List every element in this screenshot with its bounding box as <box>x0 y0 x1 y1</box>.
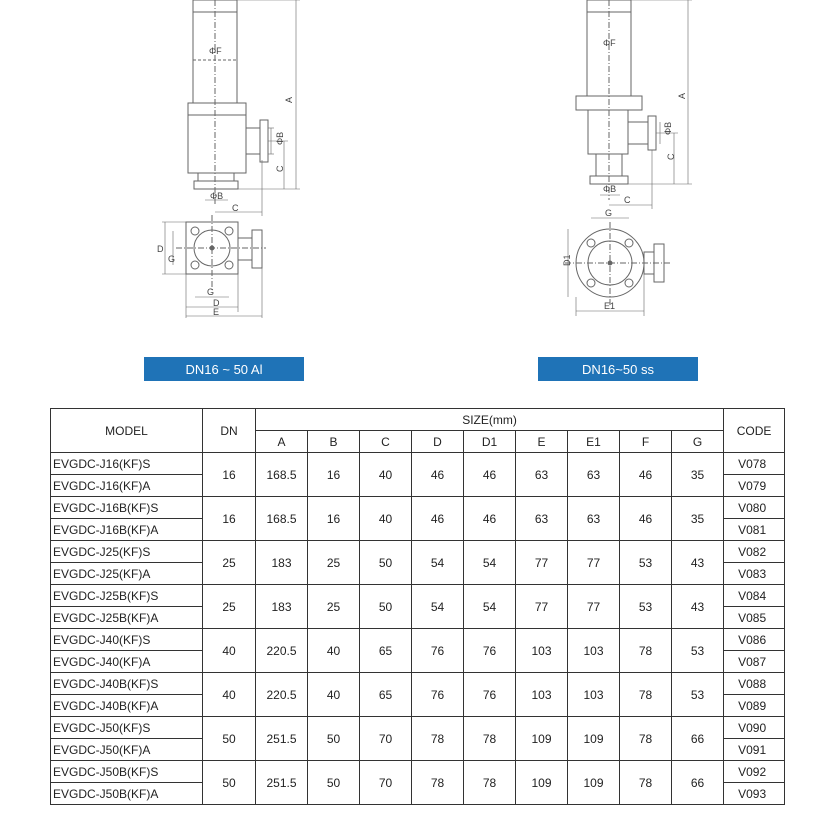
table-row <box>51 673 785 695</box>
size-cell-f: 53 <box>620 541 672 585</box>
size-cell-f: 78 <box>620 673 672 717</box>
size-cell-g: 53 <box>672 673 724 717</box>
code-cell: V091 <box>724 739 785 761</box>
dn-cell: 16 <box>203 453 256 497</box>
size-cell-c: 40 <box>360 497 412 541</box>
code-cell: V082 <box>724 541 785 563</box>
header-dn: DN <box>203 409 256 453</box>
size-cell-b: 16 <box>308 453 360 497</box>
size-cell-g: 35 <box>672 497 724 541</box>
header-code: CODE <box>724 409 785 453</box>
model-cell: EVGDC-J16B(KF)A <box>51 519 203 541</box>
table-row <box>51 453 785 475</box>
header-size-b: B <box>308 431 360 453</box>
size-cell-d: 76 <box>412 673 464 717</box>
size-cell-e1: 63 <box>568 453 620 497</box>
size-cell-b: 40 <box>308 629 360 673</box>
al-dim-D-bottom: D <box>213 298 220 308</box>
size-cell-d: 76 <box>412 629 464 673</box>
size-cell-c: 70 <box>360 761 412 805</box>
size-cell-c: 65 <box>360 673 412 717</box>
model-cell: EVGDC-J16B(KF)S <box>51 497 203 519</box>
code-cell: V088 <box>724 673 785 695</box>
size-cell-b: 25 <box>308 585 360 629</box>
ss-top-view <box>565 218 670 316</box>
size-cell-b: 50 <box>308 717 360 761</box>
size-cell-g: 43 <box>672 541 724 585</box>
size-cell-e1: 77 <box>568 541 620 585</box>
size-cell-e: 63 <box>516 453 568 497</box>
code-cell: V083 <box>724 563 785 585</box>
spec-table-body <box>51 453 785 805</box>
size-cell-e: 77 <box>516 585 568 629</box>
code-cell: V078 <box>724 453 785 475</box>
table-row <box>51 717 785 739</box>
ss-dim-phiF: ΦF <box>603 38 616 48</box>
spec-table-header <box>51 409 785 453</box>
model-cell: EVGDC-J50B(KF)S <box>51 761 203 783</box>
model-cell: EVGDC-J50(KF)A <box>51 739 203 761</box>
ss-dim-A: A <box>677 92 687 99</box>
size-cell-f: 78 <box>620 717 672 761</box>
table-row <box>51 761 785 783</box>
size-cell-e: 103 <box>516 673 568 717</box>
al-dim-D-left: D <box>157 244 164 254</box>
size-cell-b: 16 <box>308 497 360 541</box>
size-cell-a: 220.5 <box>256 629 308 673</box>
size-cell-d1: 78 <box>464 761 516 805</box>
model-cell: EVGDC-J50B(KF)A <box>51 783 203 805</box>
size-cell-e: 109 <box>516 717 568 761</box>
size-cell-d1: 46 <box>464 453 516 497</box>
model-cell: EVGDC-J25B(KF)A <box>51 607 203 629</box>
table-row <box>51 541 785 563</box>
size-cell-g: 66 <box>672 717 724 761</box>
header-size-e1: E1 <box>568 431 620 453</box>
size-cell-d: 46 <box>412 497 464 541</box>
size-cell-d1: 76 <box>464 629 516 673</box>
size-cell-c: 65 <box>360 629 412 673</box>
spec-table <box>50 408 785 805</box>
size-cell-d1: 54 <box>464 541 516 585</box>
size-cell-g: 43 <box>672 585 724 629</box>
header-model: MODEL <box>51 409 203 453</box>
dn-cell: 25 <box>203 585 256 629</box>
size-cell-e1: 63 <box>568 497 620 541</box>
size-cell-e1: 103 <box>568 629 620 673</box>
size-cell-b: 40 <box>308 673 360 717</box>
size-cell-f: 46 <box>620 453 672 497</box>
code-cell: V084 <box>724 585 785 607</box>
technical-drawings <box>0 0 834 340</box>
dn-cell: 16 <box>203 497 256 541</box>
dn-cell: 50 <box>203 717 256 761</box>
al-dim-A: A <box>284 96 294 103</box>
table-row <box>51 585 785 607</box>
size-cell-g: 53 <box>672 629 724 673</box>
header-size: SIZE(mm) <box>256 409 724 431</box>
header-size-d: D <box>412 431 464 453</box>
code-cell: V089 <box>724 695 785 717</box>
ss-dim-phiB-bottom: ΦB <box>603 184 617 194</box>
table-row <box>51 629 785 651</box>
size-cell-f: 53 <box>620 585 672 629</box>
size-cell-e: 77 <box>516 541 568 585</box>
size-cell-d: 78 <box>412 717 464 761</box>
code-cell: V087 <box>724 651 785 673</box>
size-cell-d1: 54 <box>464 585 516 629</box>
code-cell: V086 <box>724 629 785 651</box>
model-cell: EVGDC-J40B(KF)A <box>51 695 203 717</box>
code-cell: V090 <box>724 717 785 739</box>
al-dim-G-bottom: G <box>207 287 215 297</box>
size-cell-e1: 103 <box>568 673 620 717</box>
code-cell: V092 <box>724 761 785 783</box>
size-cell-e1: 109 <box>568 717 620 761</box>
size-cell-d1: 46 <box>464 497 516 541</box>
ss-dim-C-side: C <box>666 153 676 160</box>
model-cell: EVGDC-J25B(KF)S <box>51 585 203 607</box>
label-dn16-50-al: DN16 ~ 50 Al <box>144 357 304 381</box>
al-dim-C-bottom: C <box>232 203 239 213</box>
size-cell-a: 251.5 <box>256 761 308 805</box>
model-cell: EVGDC-J25(KF)A <box>51 563 203 585</box>
size-cell-f: 78 <box>620 761 672 805</box>
code-cell: V080 <box>724 497 785 519</box>
header-size-a: A <box>256 431 308 453</box>
size-cell-f: 46 <box>620 497 672 541</box>
model-cell: EVGDC-J40(KF)S <box>51 629 203 651</box>
label-dn16-50-ss: DN16~50 ss <box>538 357 698 381</box>
size-cell-d1: 78 <box>464 717 516 761</box>
ss-dim-D1: D1 <box>562 254 572 266</box>
header-size-f: F <box>620 431 672 453</box>
size-cell-e: 63 <box>516 497 568 541</box>
header-size-e: E <box>516 431 568 453</box>
ss-dim-phiB-side: ΦB <box>663 121 673 135</box>
size-cell-c: 40 <box>360 453 412 497</box>
model-cell: EVGDC-J50(KF)S <box>51 717 203 739</box>
dn-cell: 25 <box>203 541 256 585</box>
dn-cell: 40 <box>203 673 256 717</box>
size-cell-a: 220.5 <box>256 673 308 717</box>
al-dim-E-bottom: E <box>213 307 220 317</box>
code-cell: V093 <box>724 783 785 805</box>
size-cell-d: 78 <box>412 761 464 805</box>
size-cell-c: 50 <box>360 585 412 629</box>
size-cell-a: 168.5 <box>256 497 308 541</box>
al-dim-phiB-side: ΦB <box>275 131 285 145</box>
ss-dim-C-bottom: C <box>624 195 631 205</box>
size-cell-a: 168.5 <box>256 453 308 497</box>
size-cell-d: 46 <box>412 453 464 497</box>
al-dim-phiB-bottom: ΦB <box>210 191 224 201</box>
model-cell: EVGDC-J40(KF)A <box>51 651 203 673</box>
size-cell-e: 103 <box>516 629 568 673</box>
model-cell: EVGDC-J40B(KF)S <box>51 673 203 695</box>
ss-dim-E1: E1 <box>604 301 616 311</box>
size-cell-d: 54 <box>412 541 464 585</box>
size-cell-f: 78 <box>620 629 672 673</box>
size-cell-a: 183 <box>256 541 308 585</box>
code-cell: V079 <box>724 475 785 497</box>
code-cell: V081 <box>724 519 785 541</box>
code-cell: V085 <box>724 607 785 629</box>
size-cell-a: 251.5 <box>256 717 308 761</box>
header-size-d1: D1 <box>464 431 516 453</box>
size-cell-c: 70 <box>360 717 412 761</box>
al-dim-C-side: C <box>275 165 285 172</box>
dn-cell: 50 <box>203 761 256 805</box>
dn-cell: 40 <box>203 629 256 673</box>
model-cell: EVGDC-J16(KF)A <box>51 475 203 497</box>
size-cell-b: 25 <box>308 541 360 585</box>
size-cell-a: 183 <box>256 585 308 629</box>
table-row <box>51 497 785 519</box>
size-cell-c: 50 <box>360 541 412 585</box>
size-cell-b: 50 <box>308 761 360 805</box>
ss-dim-G: G <box>605 208 613 218</box>
size-cell-e: 109 <box>516 761 568 805</box>
model-cell: EVGDC-J25(KF)S <box>51 541 203 563</box>
size-cell-e1: 109 <box>568 761 620 805</box>
header-size-c: C <box>360 431 412 453</box>
al-dim-phiF: ΦF <box>209 46 222 56</box>
size-cell-g: 35 <box>672 453 724 497</box>
size-cell-g: 66 <box>672 761 724 805</box>
size-cell-d1: 76 <box>464 673 516 717</box>
size-cell-e1: 77 <box>568 585 620 629</box>
model-cell: EVGDC-J16(KF)S <box>51 453 203 475</box>
al-dim-G-left: G <box>168 254 176 264</box>
header-size-g: G <box>672 431 724 453</box>
al-side-view <box>188 0 300 216</box>
ss-side-view <box>576 0 692 209</box>
size-cell-d: 54 <box>412 585 464 629</box>
